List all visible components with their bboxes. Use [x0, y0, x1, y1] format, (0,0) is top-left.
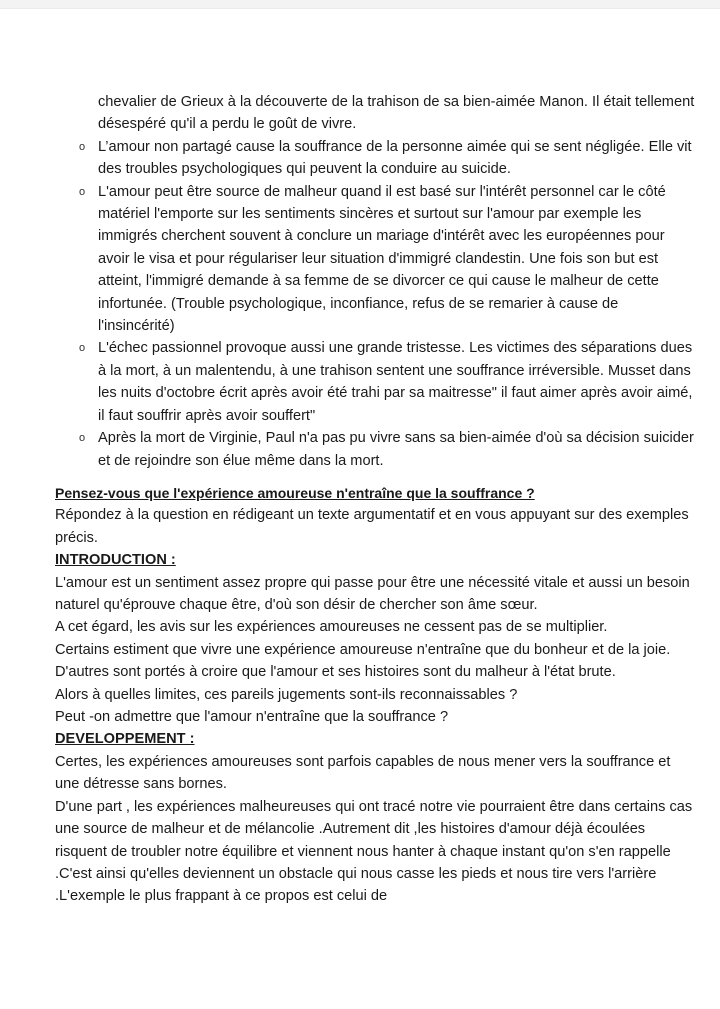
list-item: [78, 181, 698, 338]
circle-bullet-icon: o: [78, 432, 86, 445]
circle-bullet-icon: o: [78, 140, 86, 153]
list-item: [78, 427, 698, 472]
intro-paragraph: L'amour est un sentiment assez propre qui passe pour être une nécessité vitale et aussi un besoin naturel qu'éprouve chaque être, d'où son désir de chercher son âme sœur.: [55, 574, 690, 614]
bullet-text: L’amour non partagé cause la souffrance de la personne aimée qui se sent négligée. Elle vit des troubles psychologiques qui peuvent la conduire au suicide.: [98, 138, 692, 178]
instruction-text: Répondez à la question en rédigeant un texte argumentatif et en vous appuyant sur des exemples précis.: [55, 507, 689, 546]
list-item: [78, 136, 698, 181]
bullet-text: Après la mort de Virginie, Paul n'a pas pu vivre sans sa bien-aimée d'où sa décision suicider et de rejoindre son élue même dans la mort.: [98, 430, 694, 469]
continuation-text: chevalier de Grieux à la découverte de la trahison de sa bien-aimée Manon. Il était tellement désespéré qu'il a perdu le goût de vivre.: [98, 94, 695, 133]
introduction-heading: INTRODUCTION :: [55, 552, 176, 569]
list-item: [78, 337, 698, 427]
circle-bullet-icon: o: [78, 342, 86, 355]
intro-paragraph: A cet égard, les avis sur les expériences amoureuses ne cessent pas de se multiplier.: [55, 619, 608, 636]
intro-paragraph: Alors à quelles limites, ces pareils jugements sont-ils reconnaissables ?: [55, 686, 518, 703]
main-text: [55, 482, 695, 908]
circle-bullet-icon: o: [78, 185, 86, 198]
intro-paragraph: Peut -on admettre que l'amour n'entraîne que la souffrance ?: [55, 709, 449, 726]
bullet-text: L'échec passionnel provoque aussi une grande tristesse. Les victimes des séparations dues à la mort, à un malentendu, à une trahison sentent une souffrance irréversible. Musset dans les nuits d'octobre écrit après avoir été trahi par sa maitresse" il faut aimer après avoir aimé, il faut souffrir après avoir souffert": [98, 340, 693, 424]
intro-paragraph: Certains estiment que vivre une expérience amoureuse n'entraîne que du bonheur et de la joie. D'autres sont portés à croire que l'amour et ses histoires sont du malheur à l'état brute.: [55, 641, 671, 681]
essay-question: Pensez-vous que l'expérience amoureuse n'entraîne que la souffrance ?: [55, 485, 535, 501]
list-item-continuation: [98, 91, 698, 136]
dev-paragraph: Certes, les expériences amoureuses sont parfois capables de nous mener vers la souffrance et une détresse sans bornes.: [55, 753, 671, 793]
bullet-text: L'amour peut être source de malheur quand il est basé sur l'intérêt personnel car le côté matériel l'emporte sur les sentiments sincères et surtout sur l'amour par exemple les immigrés cherchent souvent à conclure un mariage d'intérêt avec les européennes pour avoir le visa et pour régulariser leur situation d'immigré clandestin. Une fois son but est atteint, l'immigré demande à sa femme de se divorcer ce qui cause le malheur de cette infortunée. (Trouble psychologique, inconfiance, refus de se remarier à cause de l'insincérité): [98, 183, 666, 335]
development-heading: DEVELOPPEMENT :: [55, 731, 195, 748]
dev-paragraph: D'une part , les expériences malheureuses qui ont tracé notre vie pourraient être dans certains cas une source de malheur et de mélancolie .Autrement dit ,les histoires d'amour déjà écoulées risquent de troubler notre équilibre et viennent nous hanter à chaque instant qu'on s'en rappelle .C'est ainsi qu'elles deviennent un obstacle qui nous casse les pieds et nous tire vers l'arrière .L'exemple le plus frappant à ce propos est celui de: [55, 798, 693, 905]
bullet-list: [78, 91, 698, 472]
